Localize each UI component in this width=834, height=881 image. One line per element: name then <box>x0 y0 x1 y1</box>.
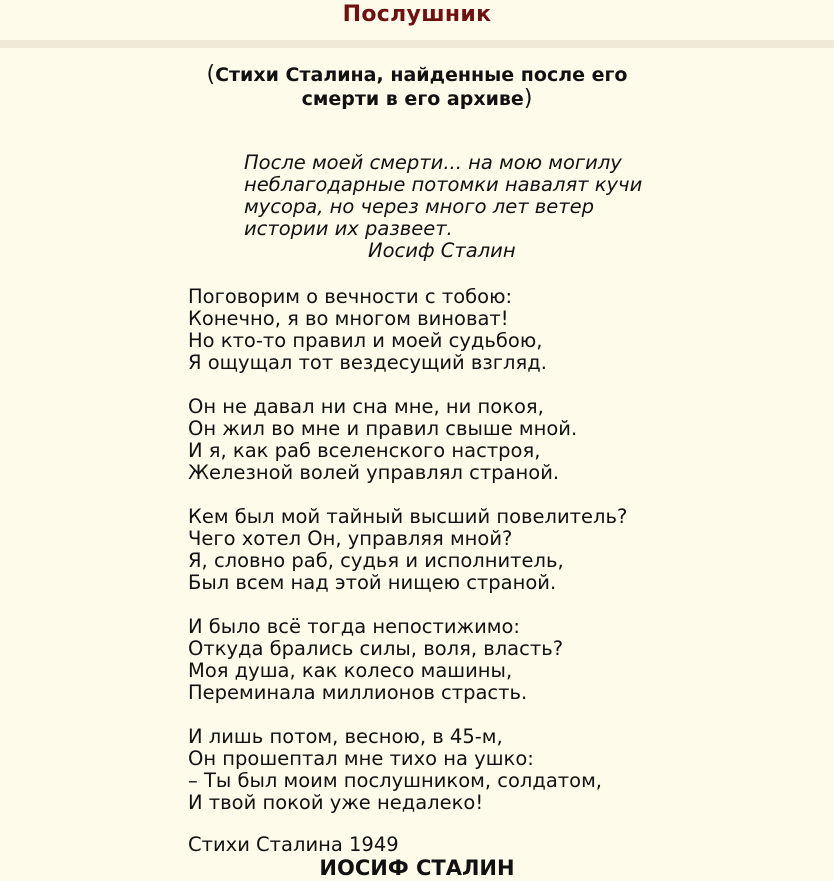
poem-line: Он прошептал мне тихо на ушко: <box>188 747 534 770</box>
poem-line: И я, как раб вселенского настроя, <box>188 439 541 462</box>
poem-line: Поговорим о вечности с тобою: <box>188 285 513 308</box>
poem-line: Кем был мой тайный высший повелитель? <box>188 505 628 528</box>
page-title: Послушник <box>342 2 492 27</box>
stanza <box>188 616 748 704</box>
poem-body <box>188 286 748 836</box>
poem-line: И было всё тогда непостижимо: <box>188 615 521 638</box>
poem-line: Моя душа, как колесо машины, <box>188 659 513 682</box>
poem-line: – Ты был моим послушником, солдатом, <box>188 769 602 792</box>
subtitle-open-paren: ( <box>206 62 216 87</box>
stanza <box>188 506 748 594</box>
poem-line: Железной волей управлял страной. <box>188 461 560 484</box>
poem-line: Он жил во мне и правил свыше мной. <box>188 417 578 440</box>
author-name: ИОСИФ СТАЛИН <box>319 856 515 880</box>
stanza <box>188 726 748 814</box>
poem-subtitle <box>0 63 834 111</box>
poem-line: Конечно, я во многом виноват! <box>188 307 509 330</box>
poem-line: Откуда брались силы, воля, власть? <box>188 637 564 660</box>
poem-line: И лишь потом, весною, в 45-м, <box>188 725 503 748</box>
poem-line: И твой покой уже недалеко! <box>188 791 484 814</box>
epigraph <box>244 152 664 240</box>
stanza <box>188 396 748 484</box>
stanza <box>188 286 748 374</box>
poem-signature: Стихи Сталина 1949 <box>188 833 399 856</box>
poem-line: Но кто-то правил и моей судьбою, <box>188 329 543 352</box>
poem-line: Он не давал ни сна мне, ни покоя, <box>188 395 544 418</box>
poem-line: Был всем над этой нищею страной. <box>188 571 557 594</box>
epigraph-line: неблагодарные потомки навалят кучи <box>244 173 643 196</box>
poem-line: Я ощущал тот вездесущий взгляд. <box>188 351 547 374</box>
title-divider <box>0 40 834 48</box>
epigraph-author: Иосиф Сталин <box>368 239 516 262</box>
subtitle-line-1: Стихи Сталина, найденные после его <box>215 64 628 86</box>
poem-line: Переминала миллионов страсть. <box>188 681 528 704</box>
epigraph-line: мусора, но через много лет ветер <box>244 195 594 218</box>
poem-line: Я, словно раб, судья и исполнитель, <box>188 549 564 572</box>
poem-line: Чего хотел Он, управляя мной? <box>188 527 513 550</box>
epigraph-line: После моей смерти... на мою могилу <box>244 151 622 174</box>
subtitle-close-paren: ) <box>523 86 533 111</box>
epigraph-line: истории их развеет. <box>244 217 453 240</box>
subtitle-line-2: смерти в его архиве <box>301 88 524 110</box>
